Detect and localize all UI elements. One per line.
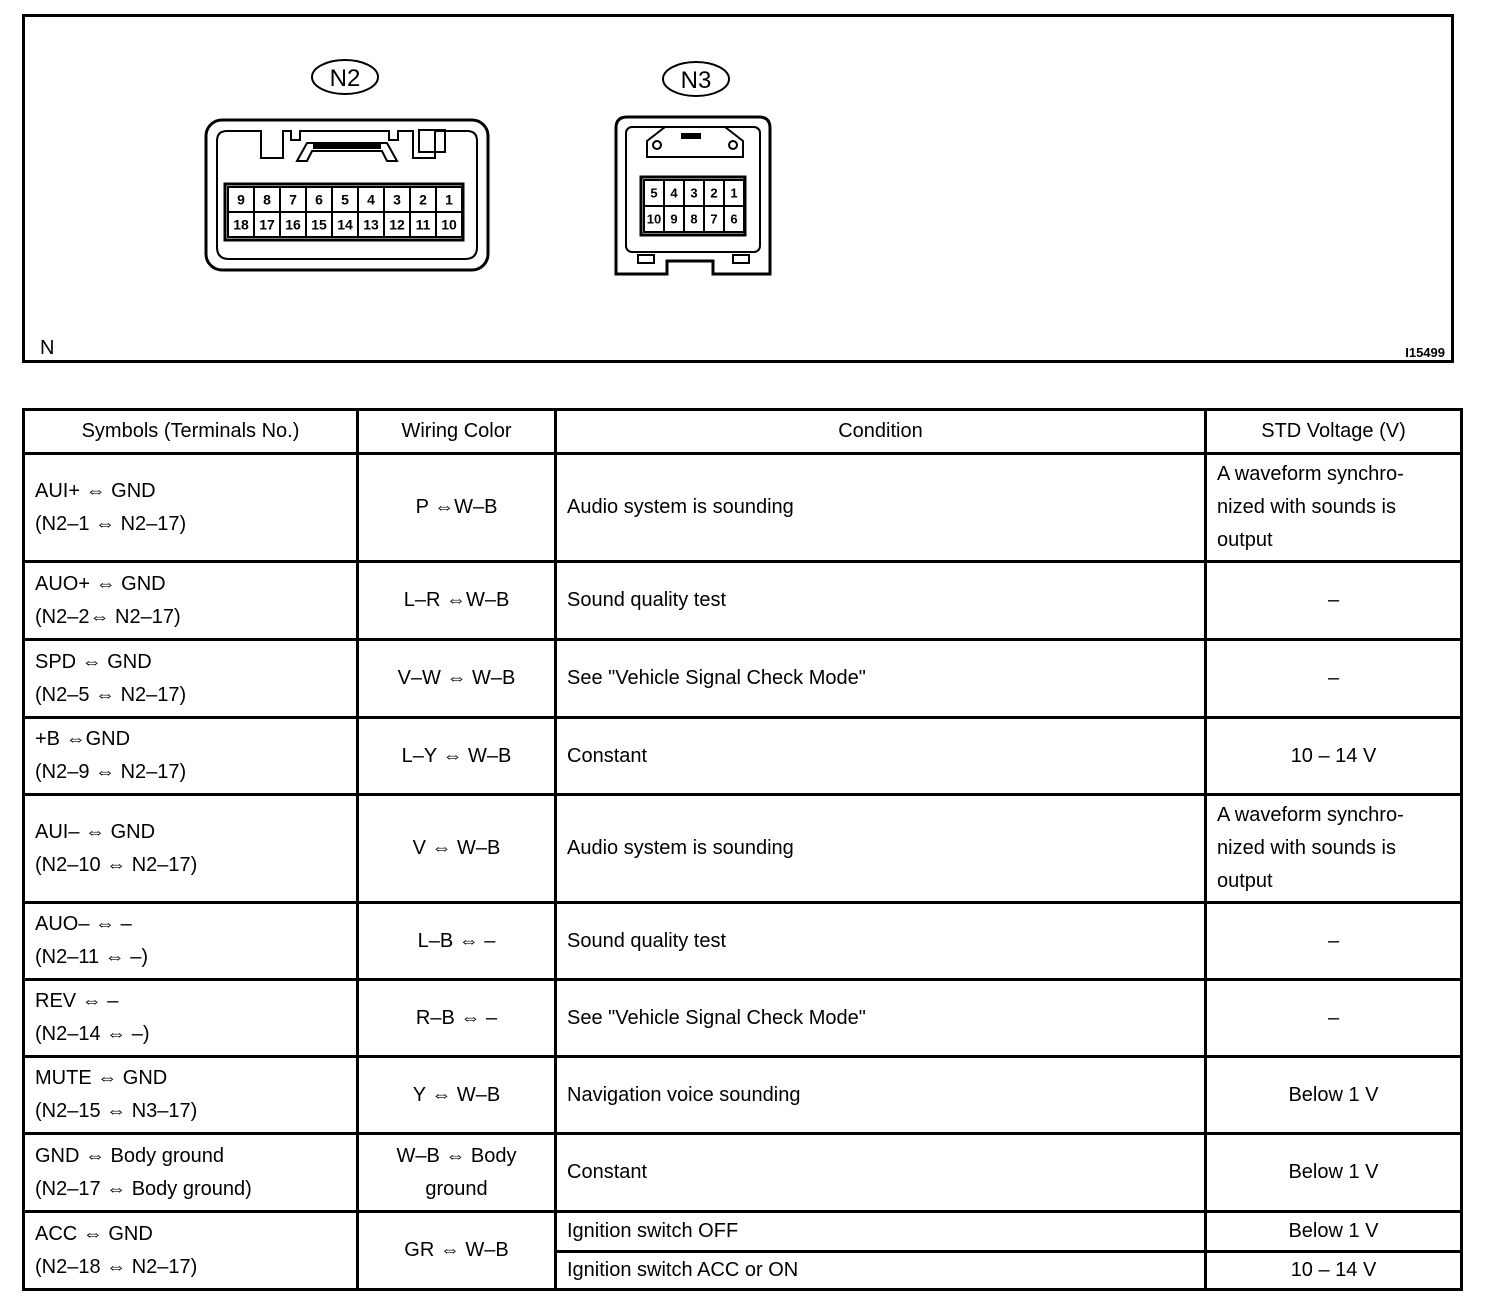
terminal-number: 5 — [650, 185, 658, 201]
std-voltage-cell: 10 – 14 V — [1206, 718, 1462, 795]
symbol-cell — [24, 795, 358, 903]
condition-cell: Navigation voice sounding — [556, 1057, 1206, 1134]
n2-key-square — [419, 130, 445, 152]
terminal-number: 9 — [237, 191, 245, 208]
terminal-text: (N2–18 ⇔ N2–17) — [35, 1255, 198, 1278]
figure-id: I15499 — [1405, 345, 1445, 360]
symbol-text: SPD ⇔ GND — [35, 650, 152, 673]
n3-latch — [647, 127, 743, 157]
terminal-number: 13 — [363, 216, 379, 233]
table-row — [24, 903, 1462, 980]
symbol-text: REV ⇔ – — [35, 990, 119, 1012]
terminal-number: 2 — [710, 185, 718, 201]
std-voltage-cell: Below 1 V — [1206, 1057, 1462, 1134]
wiring-color-cell: Y ⇔ W–B — [358, 1057, 556, 1134]
table-row — [24, 454, 1462, 562]
std-voltage-cell: – — [1206, 980, 1462, 1057]
condition-cell: Constant — [556, 1134, 1206, 1212]
wiring-color-cell: L–Y ⇔ W–B — [358, 718, 556, 795]
terminal-text: (N2–15 ⇔ N3–17) — [35, 1100, 198, 1122]
wiring-color-cell: P ⇔W–B — [358, 454, 556, 562]
std-voltage-cell: A waveform synchro-nized with sounds is output — [1206, 795, 1462, 903]
table-row — [24, 562, 1462, 640]
symbol-cell — [24, 1134, 358, 1212]
terminal-number: 10 — [441, 216, 457, 233]
terminal-number: 3 — [690, 185, 698, 201]
terminal-number: 11 — [415, 216, 431, 233]
terminal-number: 14 — [337, 216, 353, 233]
table-row-acc — [24, 1212, 1462, 1252]
wiring-color-cell: GR ⇔ W–B — [358, 1212, 556, 1290]
condition-cell: Constant — [556, 718, 1206, 795]
terminal-text: (N2–5 ⇔ N2–17) — [35, 683, 187, 706]
terminal-text: (N2–11 ⇔ –) — [35, 946, 149, 968]
symbol-text: AUO– ⇔ – — [35, 913, 132, 935]
symbol-text: GND ⇔ Body ground — [35, 1144, 224, 1167]
std-voltage-cell: – — [1206, 562, 1462, 640]
n2-terminals — [228, 187, 462, 237]
terminal-text: (N2–2⇔ N2–17) — [35, 605, 181, 628]
terminal-number: 18 — [233, 216, 249, 233]
header-condition: Condition — [556, 410, 1206, 454]
std-voltage-cell: – — [1206, 903, 1462, 980]
n3-label: N3 — [680, 67, 712, 94]
terminal-number: 2 — [419, 191, 427, 208]
terminal-text: (N2–14 ⇔ –) — [35, 1023, 150, 1045]
wiring-color-cell: V–W ⇔ W–B — [358, 640, 556, 718]
connector-n3 — [616, 62, 770, 274]
std-voltage-cell: 10 – 14 V — [1206, 1252, 1462, 1290]
terminal-number: 10 — [646, 211, 662, 227]
terminal-number: 17 — [259, 216, 275, 233]
symbol-cell — [24, 562, 358, 640]
table-row — [24, 795, 1462, 903]
symbol-cell — [24, 454, 358, 562]
std-voltage-cell: A waveform synchro-nized with sounds is output — [1206, 454, 1462, 562]
condition-cell: Sound quality test — [556, 562, 1206, 640]
connector-n2 — [206, 60, 488, 270]
symbol-cell — [24, 980, 358, 1057]
terminal-number: 1 — [445, 191, 453, 208]
terminal-text: (N2–1 ⇔ N2–17) — [35, 512, 187, 535]
table-row — [24, 980, 1462, 1057]
condition-cell: See "Vehicle Signal Check Mode" — [556, 640, 1206, 718]
connector-drawing — [25, 17, 1451, 360]
wiring-color-cell: L–R ⇔W–B — [358, 562, 556, 640]
terminal-number: 8 — [263, 191, 271, 208]
header-symbols: Symbols (Terminals No.) — [24, 410, 358, 454]
table-row — [24, 640, 1462, 718]
terminal-text: (N2–17 ⇔ Body ground) — [35, 1177, 252, 1200]
symbol-cell — [24, 640, 358, 718]
condition-cell: See "Vehicle Signal Check Mode" — [556, 980, 1206, 1057]
symbol-text: +B ⇔GND — [35, 728, 131, 750]
symbol-cell — [24, 1057, 358, 1134]
symbol-text: AUI+ ⇔ GND — [35, 479, 156, 502]
wiring-color-cell: V ⇔ W–B — [358, 795, 556, 903]
terminal-text: (N2–9 ⇔ N2–17) — [35, 761, 187, 783]
header-wiring-color: Wiring Color — [358, 410, 556, 454]
n2-label: N2 — [329, 65, 361, 92]
n3-terminals — [644, 180, 744, 232]
terminal-number: 15 — [311, 216, 327, 233]
table-row — [24, 1057, 1462, 1134]
terminal-number: 4 — [670, 185, 678, 201]
terminal-text: (N2–10 ⇔ N2–17) — [35, 853, 198, 876]
condition-cell: Audio system is sounding — [556, 454, 1206, 562]
wiring-color-cell: W–B ⇔ Body ground — [358, 1134, 556, 1212]
terminal-number: 4 — [367, 191, 375, 208]
symbol-text: ACC ⇔ GND — [35, 1222, 153, 1245]
table-row — [24, 718, 1462, 795]
n3-foot-left — [638, 255, 654, 263]
terminal-number: 16 — [285, 216, 301, 233]
std-voltage-cell: – — [1206, 640, 1462, 718]
n3-foot-right — [733, 255, 749, 263]
condition-cell: Audio system is sounding — [556, 795, 1206, 903]
symbol-cell — [24, 903, 358, 980]
terminal-number: 8 — [690, 211, 698, 227]
n3-latch-hole-right — [729, 141, 737, 149]
n3-latch-hole-left — [653, 141, 661, 149]
terminal-spec-table — [22, 408, 1463, 1291]
symbol-text: AUI– ⇔ GND — [35, 820, 156, 843]
terminal-number: 7 — [289, 191, 297, 208]
condition-cell: Ignition switch OFF — [556, 1212, 1206, 1252]
terminal-number: 6 — [315, 191, 323, 208]
terminal-number: 6 — [730, 211, 738, 227]
connector-figure — [22, 14, 1454, 363]
terminal-number: 12 — [389, 216, 405, 233]
wiring-color-cell: L–B ⇔ – — [358, 903, 556, 980]
symbol-cell — [24, 718, 358, 795]
figure-corner-label: N — [40, 337, 55, 359]
symbol-cell — [24, 1212, 358, 1290]
terminal-number: 3 — [393, 191, 401, 208]
table-header-row — [24, 410, 1462, 454]
std-voltage-cell: Below 1 V — [1206, 1212, 1462, 1252]
std-voltage-cell: Below 1 V — [1206, 1134, 1462, 1212]
terminal-number: 5 — [341, 191, 349, 208]
symbol-text: MUTE ⇔ GND — [35, 1067, 168, 1089]
n2-latch-bar — [313, 143, 381, 149]
terminal-number: 9 — [670, 211, 678, 227]
condition-cell: Sound quality test — [556, 903, 1206, 980]
terminal-number: 1 — [730, 185, 738, 201]
symbol-text: AUO+ ⇔ GND — [35, 572, 166, 595]
n3-latch-bar — [681, 133, 701, 139]
wiring-color-cell: R–B ⇔ – — [358, 980, 556, 1057]
header-std-voltage: STD Voltage (V) — [1206, 410, 1462, 454]
condition-cell: Ignition switch ACC or ON — [556, 1252, 1206, 1290]
terminal-number: 7 — [710, 211, 718, 227]
table-row — [24, 1134, 1462, 1212]
